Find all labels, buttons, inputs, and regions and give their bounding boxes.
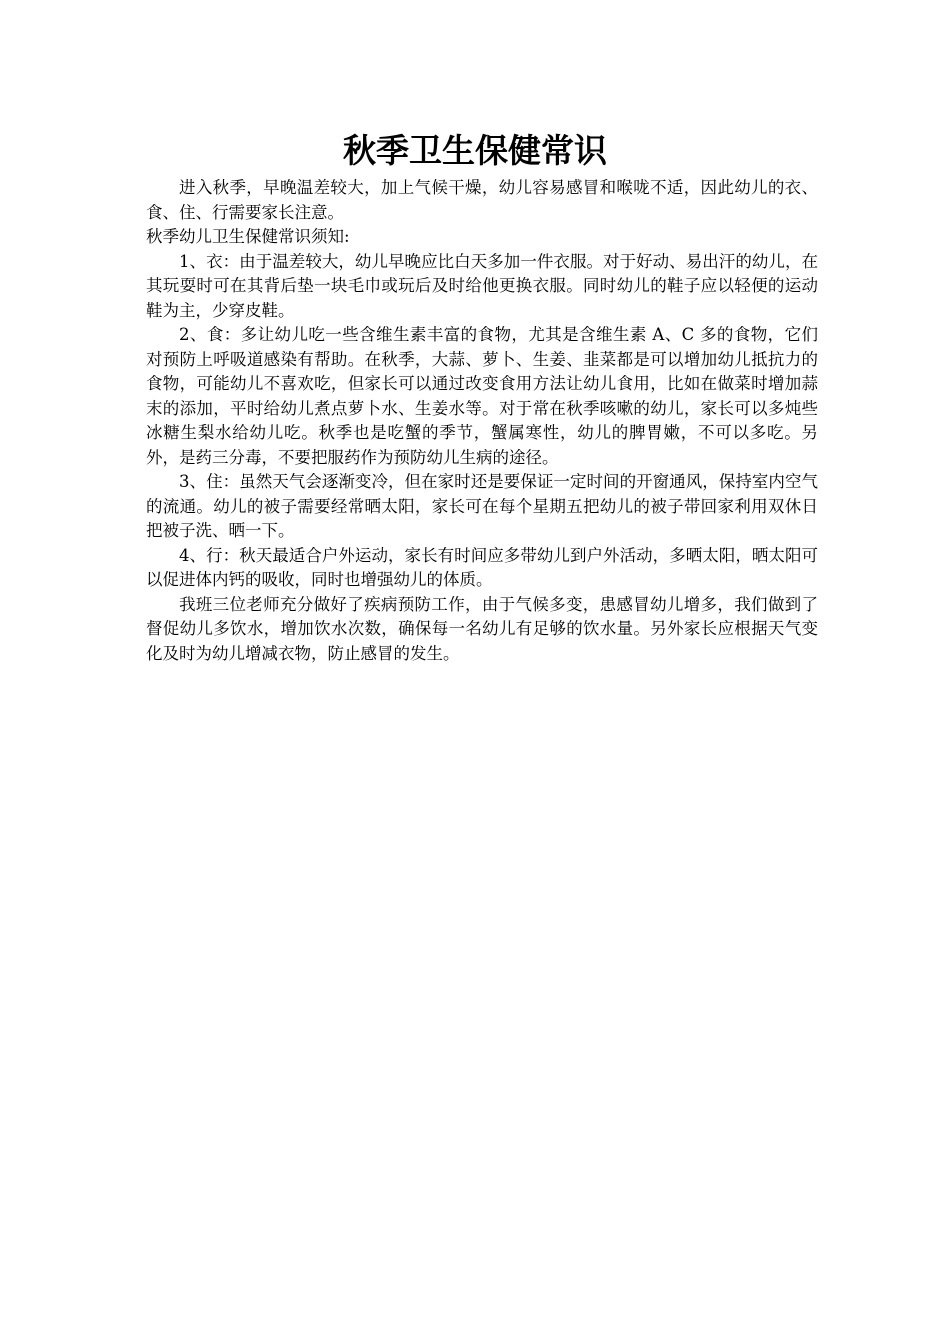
food-paragraph: 2、食：多让幼儿吃一些含维生素丰富的食物，尤其是含维生素 A、C 多的食物，它们对预防上呼吸道感染有帮助。在秋季，大蒜、萝卜、生姜、韭菜都是可以增加幼儿抵抗力的食物，可能幼儿不喜欢吃，但家长可以通过改变食用方法让幼儿食用，比如在做菜时增加蒜末的添加，平时给幼儿煮点萝卜水、生姜水等。对于常在秋季咳嗽的幼儿，家长可以多炖些冰糖生梨水给幼儿吃。秋季也是吃蟹的季节，蟹属寒性，幼儿的脾胃嫩，不可以多吃。另外，是药三分毒，不要把服药作为预防幼儿生病的途径。 [146, 325, 818, 467]
intro-paragraph: 进入秋季，早晚温差较大，加上气候干燥，幼儿容易感冒和喉咙不适，因此幼儿的衣、食、住、行需要家长注意。 [146, 178, 818, 222]
section-heading: 秋季幼儿卫生保健常识须知: [146, 227, 350, 246]
closing-paragraph: 我班三位老师充分做好了疾病预防工作，由于气候多变，患感冒幼儿增多，我们做到了督促幼儿多饮水，增加饮水次数，确保每一名幼儿有足够的饮水量。另外家长应根据天气变化及时为幼儿增减衣物，防止感冒的发生。 [146, 594, 818, 663]
housing-paragraph: 3、住：虽然天气会逐渐变冷，但在家时还是要保证一定时间的开窗通风，保持室内空气的流通。幼儿的被子需要经常晒太阳，家长可在每个星期五把幼儿的被子带回家利用双休日把被子洗、晒一下。 [146, 472, 818, 540]
travel-paragraph: 4、行：秋天最适合户外运动，家长有时间应多带幼儿到户外活动，多晒太阳，晒太阳可以促进体内钙的吸收，同时也增强幼儿的体质。 [146, 545, 818, 589]
clothing-paragraph: 1、衣：由于温差较大，幼儿早晚应比白天多加一件衣服。对于好动、易出汗的幼儿，在其玩耍时可在其背后垫一块毛巾或玩后及时给他更换衣服。同时幼儿的鞋子应以轻便的运动鞋为主，少穿皮鞋。 [146, 251, 818, 320]
document-title: 秋季卫生保健常识 [343, 131, 607, 170]
document-body [146, 176, 818, 666]
